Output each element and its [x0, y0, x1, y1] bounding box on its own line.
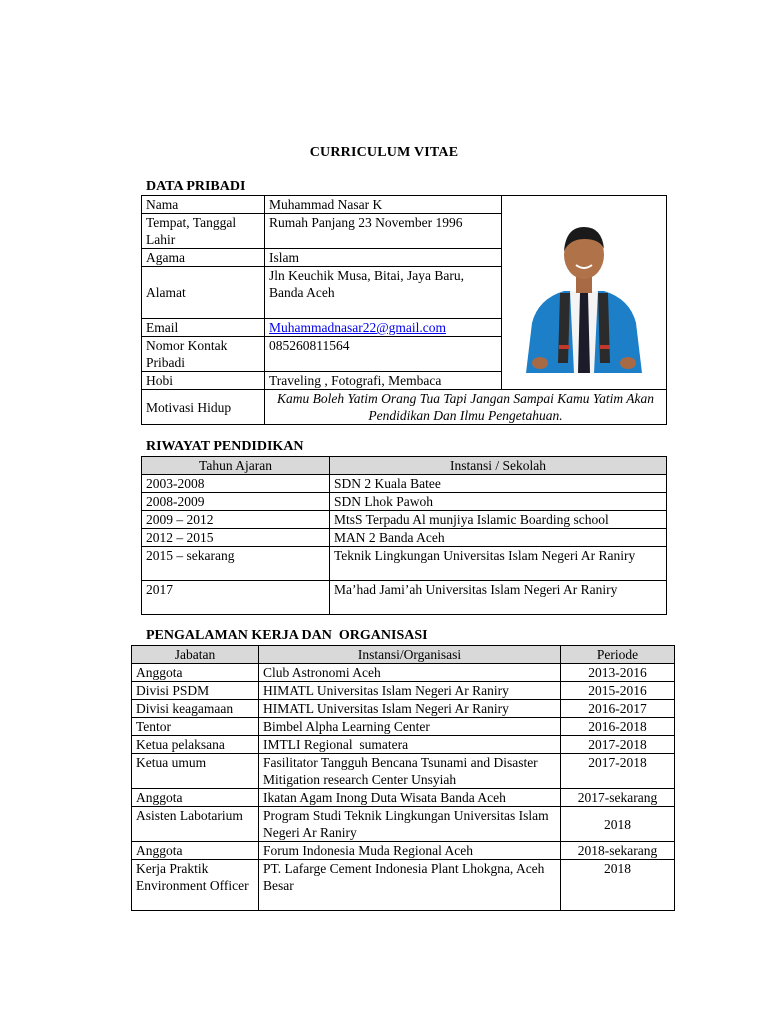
photo-cell [502, 196, 667, 390]
personal-table [141, 195, 667, 425]
table-row [132, 736, 675, 754]
profile-photo [514, 213, 654, 373]
personal-row-nama [142, 196, 667, 214]
education-year: 2008-2009 [142, 493, 330, 511]
education-col-school: Instansi / Sekolah [330, 457, 667, 475]
label-agama: Agama [142, 249, 265, 267]
table-row [132, 789, 675, 807]
label-ttl: Tempat, Tanggal Lahir [142, 214, 265, 249]
experience-role: Divisi keagamaan [132, 700, 259, 718]
experience-table [131, 645, 675, 911]
experience-org: IMTLI Regional sumatera [259, 736, 561, 754]
experience-col-org: Instansi/Organisasi [259, 646, 561, 664]
experience-period: 2018-sekarang [561, 842, 675, 860]
experience-org: PT. Lafarge Cement Indonesia Plant Lhokgna, Aceh Besar [259, 860, 561, 911]
experience-period: 2017-sekarang [561, 789, 675, 807]
experience-col-period: Periode [561, 646, 675, 664]
table-row [132, 664, 675, 682]
table-row [132, 700, 675, 718]
experience-org: Fasilitator Tangguh Bencana Tsunami and Disaster Mitigation research Center Unsyiah [259, 754, 561, 789]
education-school: MtsS Terpadu Al munjiya Islamic Boarding school [330, 511, 667, 529]
education-heading: RIWAYAT PENDIDIKAN [146, 439, 304, 454]
table-row [132, 754, 675, 789]
table-row [142, 475, 667, 493]
value-hobi: Traveling , Fotografi, Membaca [265, 372, 502, 390]
experience-org: Forum Indonesia Muda Regional Aceh [259, 842, 561, 860]
table-row [142, 581, 667, 615]
experience-period: 2015-2016 [561, 682, 675, 700]
education-school: SDN Lhok Pawoh [330, 493, 667, 511]
experience-role: Divisi PSDM [132, 682, 259, 700]
education-school: SDN 2 Kuala Batee [330, 475, 667, 493]
experience-role: Ketua umum [132, 754, 259, 789]
experience-role: Kerja Praktik Environment Officer [132, 860, 259, 911]
experience-org: HIMATL Universitas Islam Negeri Ar Raniry [259, 700, 561, 718]
table-row [142, 529, 667, 547]
experience-org: Program Studi Teknik Lingkungan Universitas Islam Negeri Ar Raniry [259, 807, 561, 842]
experience-period: 2018 [561, 860, 675, 911]
experience-period: 2017-2018 [561, 754, 675, 789]
experience-org: Bimbel Alpha Learning Center [259, 718, 561, 736]
experience-role: Anggota [132, 789, 259, 807]
experience-org: Club Astronomi Aceh [259, 664, 561, 682]
experience-role: Asisten Labotarium [132, 807, 259, 842]
experience-period: 2017-2018 [561, 736, 675, 754]
experience-org: HIMATL Universitas Islam Negeri Ar Raniry [259, 682, 561, 700]
table-row [142, 493, 667, 511]
education-table [141, 456, 667, 615]
label-nama: Nama [142, 196, 265, 214]
table-row [142, 511, 667, 529]
experience-period: 2016-2018 [561, 718, 675, 736]
table-row [132, 842, 675, 860]
experience-period: 2013-2016 [561, 664, 675, 682]
value-agama: Islam [265, 249, 502, 267]
education-year: 2012 – 2015 [142, 529, 330, 547]
experience-role: Anggota [132, 664, 259, 682]
education-year: 2009 – 2012 [142, 511, 330, 529]
education-school: Teknik Lingkungan Universitas Islam Negeri Ar Raniry [330, 547, 667, 581]
experience-role: Anggota [132, 842, 259, 860]
table-row [132, 860, 675, 911]
experience-header-row [132, 646, 675, 664]
experience-heading: PENGALAMAN KERJA DAN ORGANISASI [146, 628, 428, 643]
value-email-cell [265, 319, 502, 337]
document-title: CURRICULUM VITAE [309, 145, 459, 160]
table-row [132, 718, 675, 736]
personal-heading: DATA PRIBADI [146, 179, 246, 194]
value-motivasi: Kamu Boleh Yatim Orang Tua Tapi Jangan Sampai Kamu Yatim Akan Pendidikan Dan Ilmu Pengetahuan. [265, 390, 667, 425]
education-col-year: Tahun Ajaran [142, 457, 330, 475]
value-nama: Muhammad Nasar K [265, 196, 502, 214]
label-alamat: Alamat [142, 267, 265, 319]
education-school: Ma’had Jami’ah Universitas Islam Negeri Ar Raniry [330, 581, 667, 615]
education-year: 2015 – sekarang [142, 547, 330, 581]
table-row [132, 682, 675, 700]
education-school: MAN 2 Banda Aceh [330, 529, 667, 547]
label-hobi: Hobi [142, 372, 265, 390]
experience-role: Tentor [132, 718, 259, 736]
experience-role: Ketua pelaksana [132, 736, 259, 754]
experience-col-role: Jabatan [132, 646, 259, 664]
education-year: 2003-2008 [142, 475, 330, 493]
personal-row-motivasi [142, 390, 667, 425]
education-header-row [142, 457, 667, 475]
table-row [142, 547, 667, 581]
label-email: Email [142, 319, 265, 337]
value-alamat: Jln Keuchik Musa, Bitai, Jaya Baru, Banda Aceh [265, 267, 502, 319]
table-row [132, 807, 675, 842]
experience-period: 2018 [561, 807, 675, 842]
experience-period: 2016-2017 [561, 700, 675, 718]
experience-org: Ikatan Agam Inong Duta Wisata Banda Aceh [259, 789, 561, 807]
label-kontak: Nomor Kontak Pribadi [142, 337, 265, 372]
email-link[interactable]: Muhammadnasar22@gmail.com [269, 320, 447, 335]
label-motivasi: Motivasi Hidup [142, 390, 265, 425]
value-ttl: Rumah Panjang 23 November 1996 [265, 214, 502, 249]
value-kontak: 085260811564 [265, 337, 502, 372]
education-year: 2017 [142, 581, 330, 615]
